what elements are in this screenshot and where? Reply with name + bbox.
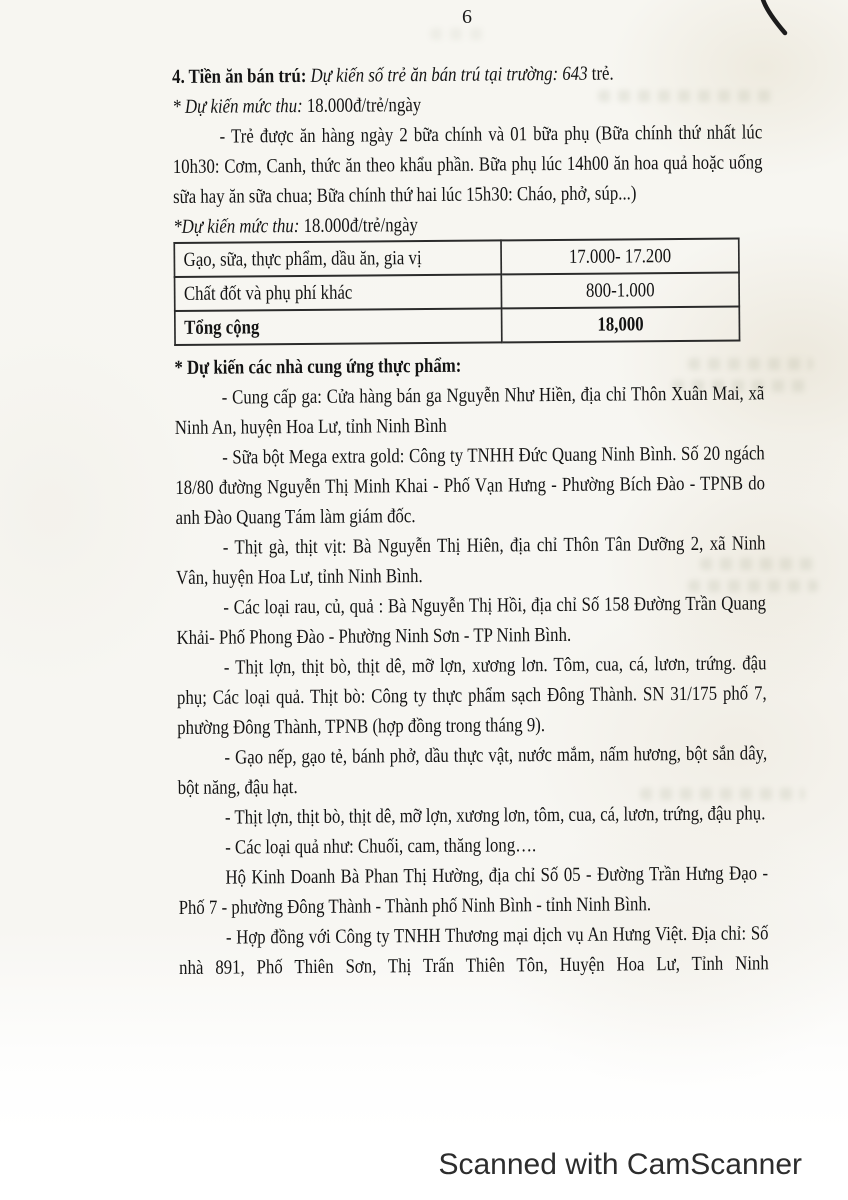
section-heading [172, 57, 762, 92]
pen-stroke-icon [746, 0, 796, 43]
table-cell-label: Tổng cộng [175, 308, 502, 345]
supplier-paragraphs [175, 378, 769, 983]
table-cell-value: 800-1.000 [501, 273, 739, 309]
fee-line-2 [173, 207, 763, 242]
section-heading-italic: Dự kiến số trẻ ăn bán trú tại trường: 643 [310, 62, 588, 87]
supplier-paragraph: Hộ Kinh Doanh Bà Phan Thị Hường, địa chỉ Số 05 - Đường Trần Hưng Đạo - Phố 7 - phường Đông Thành - Thành phố Ninh Bình - tỉnh Ninh Bình. [178, 862, 769, 919]
fee-line-1-label: * Dự kiến mức thu: [172, 94, 303, 118]
supplier-paragraph: - Thịt gà, thịt vịt: Bà Nguyễn Thị Hiên, địa chỉ Thôn Tân Dưỡng 2, xã Ninh Vân, huyện Hoa Lư, tỉnh Ninh Bình. [175, 532, 766, 589]
supplier-paragraph: - Thịt lợn, thịt bò, thịt dê, mỡ lợn, xương lơn. Tôm, cua, cá, lươn, trứng. đậu phụ; Các loại quả. Thịt bò: Công ty thực phẩm sạch Đông Thành. SN 31/175 phố 7, phường Đông Thành, TPNB (hợp đồng trong tháng 9). [176, 652, 767, 739]
supplier-paragraph: - Hợp đồng với Công ty TNHH Thương mại dịch vụ An Hưng Việt. Địa chỉ: Số nhà 891, Phố Thiên Sơn, Thị Trấn Thiên Tôn, Huyện Hoa Lư, Tỉnh Ninh [179, 922, 769, 979]
meal-paragraph: - Trẻ được ăn hàng ngày 2 bữa chính và 01 bữa phụ (Bữa chính thứ nhất lúc 10h30: Cơm, Canh, thức ăn theo khẩu phần. Bữa phụ lúc 14h00 ăn hoa quả hoặc uống sữa hay ăn sữa chua; Bữa chính thứ hai lúc 15h30: Cháo, phở, súp...) [172, 121, 763, 208]
supplier-paragraph: - Cung cấp ga: Cửa hàng bán ga Nguyễn Như Hiền, địa chỉ Thôn Xuân Mai, xã Ninh An, huyện Hoa Lư, tỉnh Ninh Bình [174, 382, 765, 439]
document-body [172, 57, 769, 983]
table-row [175, 273, 740, 311]
bleed-through-smudge [430, 28, 490, 40]
section-heading-label: 4. Tiền ăn bán trú: [172, 64, 307, 88]
fee-line-1-value: 18.000đ/trẻ/ngày [306, 94, 422, 117]
section-heading-tail: trẻ. [591, 62, 614, 85]
camscanner-footer [0, 1130, 848, 1200]
fee-line-2-value: 18.000đ/trẻ/ngày [303, 214, 418, 237]
supplier-paragraph: - Thịt lợn, thịt bò, thịt dê, mỡ lợn, xương lơn, tôm, cua, cá, lươn, trứng, đậu phụ. [224, 802, 766, 829]
fee-line-1 [172, 87, 762, 122]
table-cell-label: Chất đốt và phụ phí khác [175, 274, 502, 311]
page-number: 6 [462, 6, 472, 28]
supplier-paragraph: - Sữa bột Mega extra gold: Công ty TNHH Đức Quang Ninh Bình. Số 20 ngách 18/80 đường Nguyễn Thị Minh Khai - Phố Vạn Hưng - Phường Bích Đào - TPNB do anh Đào Quang Tám làm giám đốc. [175, 442, 766, 529]
fee-line-2-label: *Dự kiến mức thu: [173, 215, 300, 238]
supplier-paragraph: - Các loại quả như: Chuối, cam, thăng long…. [225, 834, 537, 859]
fee-table [173, 238, 740, 346]
camscanner-watermark: Scanned with CamScanner [438, 1148, 802, 1181]
table-cell-value: 17.000- 17.200 [501, 239, 739, 275]
supplier-paragraph: - Các loại rau, củ, quả : Bà Nguyễn Thị Hồi, địa chỉ Số 158 Đường Trần Quang Khải- Phố Phong Đào - Phường Ninh Sơn - TP Ninh Bình. [176, 592, 767, 649]
table-row [174, 239, 739, 277]
table-cell-label: Gạo, sữa, thực phẩm, dầu ăn, gia vị [174, 240, 501, 277]
table-row [175, 307, 740, 345]
suppliers-heading: * Dự kiến các nhà cung ứng thực phẩm: [174, 354, 462, 379]
supplier-paragraph: - Gạo nếp, gạo tẻ, bánh phở, dầu thực vật, nước mắm, nấm hương, bột sắn dây, bột năng, đậu hạt. [177, 742, 768, 799]
table-cell-value: 18,000 [502, 307, 740, 343]
